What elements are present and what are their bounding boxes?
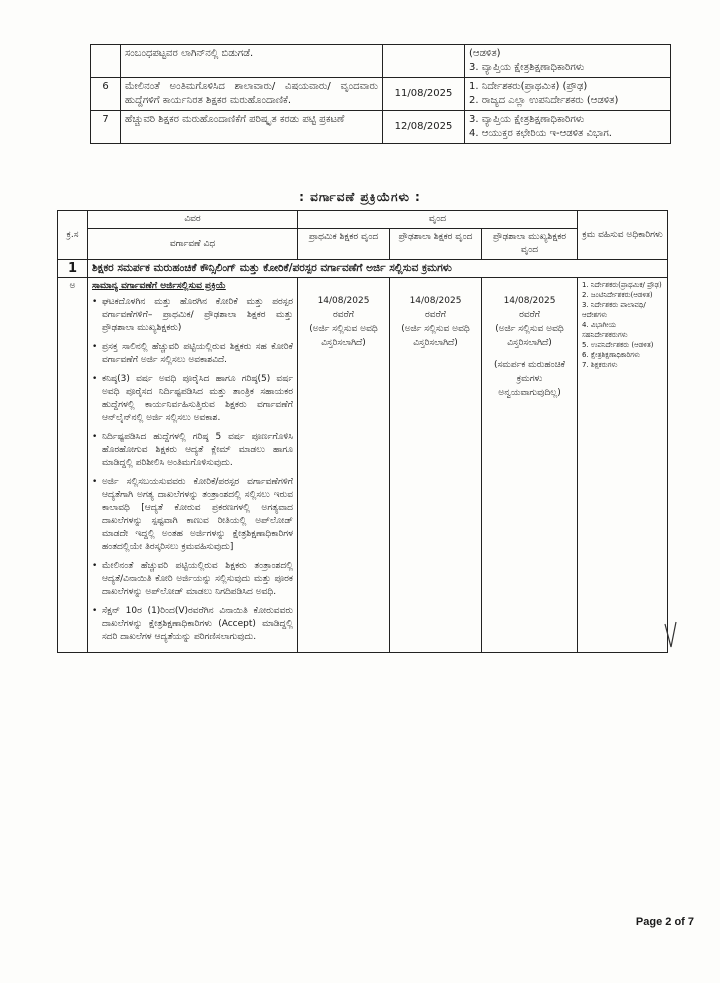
sub-number: ಅ [58, 278, 88, 653]
row-number: 7 [91, 111, 121, 144]
row-date [383, 45, 465, 78]
page-number: Page 2 of 7 [635, 916, 694, 928]
row-number [91, 45, 121, 78]
pen-tick-mark [664, 620, 678, 650]
row-content [88, 278, 298, 653]
list-item: • ಕನಿಷ್ಠ(3) ವರ್ಷ ಅವಧಿ ಪೂರೈಸಿದ ಹಾಗೂ ಗರಿಷ್ಠ(5) ವರ್ಷ ಅವಧಿ ಪೂರೈಸದ ನಿರ್ದಿಷ್ಟಪಡಿಸಿದ ಮತ್ತು ತಾಂತ್ರಿಕ ಸಹಾಯಕರ ಹುದ್ದೆಗಳಲ್ಲಿ ಕಾರ್ಯನಿರ್ವಹಿಸುತ್ತಿರುವ ಶಿಕ್ಷಕರು ವರ್ಗಾವಣೆಗೆ ಆನ್‌ಲೈನ್‌ನಲ್ಲಿ ಅರ್ಜಿ ಸಲ್ಲಿಸಲು ಅವಕಾಶ. [92, 373, 293, 425]
schedule-table-continued [90, 44, 671, 144]
highschool-cadre-cell [390, 278, 482, 653]
row-description: ಮೇಲಿನಂತೆ ಅಂತಿಮಗೊಳಿಸಿದ ಶಾಲಾವಾರು/ ವಿಷಯವಾರು/ ವೃಂದವಾರು ಹುದ್ದೆಗಳಿಗೆ ಕಾರ್ಯನಿರತ ಶಿಕ್ಷಕರ ಮರುಹೊಂದಾಣಿಕೆ. [121, 78, 383, 111]
section-number: 1 [58, 260, 88, 278]
date-note: (ಅರ್ಜಿ ಸಲ್ಲಿಸುವ ಅವಧಿ ವಿಸ್ತರಿಸಲಾಗಿದೆ) [401, 324, 470, 348]
col-details: ವಿವರ [88, 211, 298, 229]
col-highschool: ಪ್ರೌಢಶಾಲಾ ಶಿಕ್ಷಕರ ವೃಂದ [390, 229, 482, 260]
list-item: 4. ವಿಭಾಗೀಯ ಸಹನಿರ್ದೇಶಕರುಗಳು [582, 321, 628, 339]
date-value: 14/08/2025 [409, 296, 462, 306]
authority-line: 3. ವ್ಯಾಪ್ತಿಯ ಕ್ಷೇತ್ರಶಿಕ್ಷಣಾಧಿಕಾರಿಗಳು [469, 62, 585, 73]
list-item: 6. ಕ್ಷೇತ್ರಶಿಕ್ಷಣಾಧಿಕಾರಿಗಳು [582, 351, 641, 359]
date-note: (ಸಮರ್ಪಕ ಮರುಹಂಚಿಕೆ ಕ್ರಮಗಳು ಅನ್ವಯವಾಗುವುದಿಲ್ಲ) [493, 360, 566, 398]
list-item: 2. ಜಂಟಿನಿರ್ದೇಶಕರು(ಆಡಳಿತ) [582, 291, 653, 299]
row-description: ಹೆಚ್ಚುವರಿ ಶಿಕ್ಷಕರ ಮರುಹೊಂದಾಣಿಕೆಗೆ ಪರಿಷ್ಕೃತ ಕರಡು ಪಟ್ಟಿ ಪ್ರಕಟಣೆ [121, 111, 383, 144]
list-item: 1. ನಿರ್ದೇಶಕರು(ಪ್ರಾಥಮಿಕ/ ಪ್ರೌಢ) [582, 281, 662, 289]
authority-cell [578, 278, 668, 653]
table-row [58, 278, 668, 653]
row-authority [465, 78, 671, 111]
primary-cadre-cell [298, 278, 390, 653]
hs-head-cadre-cell [482, 278, 578, 653]
row-description: ಸಂಬಂಧಪಟ್ಟವರ ಲಾಗಿನ್‌ನಲ್ಲಿ ಬಿಡುಗಡೆ. [121, 45, 383, 78]
list-item: • ಅರ್ಜಿ ಸಲ್ಲಿಸಬಯಸುವವರು ಕೋರಿಕೆ/ಪರಸ್ಪರ ವರ್ಗಾವಣೆಗಳಿಗೆ ಆದ್ಯತೆಗಾಗಿ ಅಗತ್ಯ ದಾಖಲೆಗಳನ್ನು ತಂತ್ರಾಂಶದಲ್ಲಿ ಸಲ್ಲಿಸಲು ಇರುವ ಕಾಲಾವಧಿ [ಆದ್ಯತೆ ಕೋರುವ ಪ್ರಕರಣಗಳಲ್ಲಿ ಅಗತ್ಯವಾದ ದಾಖಲೆಗಳನ್ನು ಸ್ಪಷ್ಟವಾಗಿ ಕಾಣುವ ರೀತಿಯಲ್ಲಿ ಅಪ್‌ಲೋಡ್ ಮಾಡದೇ ಇದ್ದಲ್ಲಿ ಅಂತಹ ಅರ್ಜಿಗಳನ್ನು ಕ್ಷೇತ್ರಶಿಕ್ಷಣಾಧಿಕಾರಿಗಳ ಹಂತದಲ್ಲಿಯೇ ತಿರಸ್ಕರಿಸಲು ಕ್ರಮವಹಿಸುವುದು] [92, 476, 293, 554]
authority-line: 2. ರಾಜ್ಯದ ಎಲ್ಲಾ ಉಪನಿರ್ದೇಶಕರು (ಆಡಳಿತ) [469, 95, 619, 106]
authority-line: 3. ವ್ಯಾಪ್ತಿಯ ಕ್ಷೇತ್ರಶಿಕ್ಷಣಾಧಿಕಾರಿಗಳು [469, 114, 585, 125]
list-item: • ನಿರ್ದಿಷ್ಟಪಡಿಸಿದ ಹುದ್ದೆಗಳಲ್ಲಿ ಗರಿಷ್ಠ 5 ವರ್ಷ ಪೂರ್ಣಗೊಳಿಸಿ ಹೊರಹೋಗುವ ಶಿಕ್ಷಕರು ಆದ್ಯತೆ ಕ್ಲೇಮ್ ಮಾಡಲು ಹಾಗೂ ಮಾಡಿದ್ದಲ್ಲಿ ಪರಿಶೀಲಿಸಿ ಅಂತಿಮಗೊಳಿಸುವುದು. [92, 431, 293, 470]
section-title: : ವರ್ಗಾವಣೆ ಪ್ರಕ್ರಿಯೆಗಳು : [299, 190, 421, 204]
header-row [58, 211, 668, 229]
header-row [58, 229, 668, 260]
row-authority [465, 45, 671, 78]
col-serial: ಕ್ರ.ಸ [58, 211, 88, 260]
authority-line: (ಆಡಳಿತ) [469, 48, 501, 59]
date-value: 14/08/2025 [317, 296, 370, 306]
row-date: 12/08/2025 [383, 111, 465, 144]
row-authority [465, 111, 671, 144]
col-primary: ಪ್ರಾಥಮಿಕ ಶಿಕ್ಷಕರ ವೃಂದ [298, 229, 390, 260]
table-row [91, 111, 671, 144]
section-row [58, 260, 668, 278]
list-item: • ಪ್ರಸಕ್ತ ಸಾಲಿನಲ್ಲಿ ಹೆಚ್ಚುವರಿ ಪಟ್ಟಿಯಲ್ಲಿರುವ ಶಿಕ್ಷಕರು ಸಹ ಕೋರಿಕೆ ವರ್ಗಾವಣೆಗೆ ಅರ್ಜಿ ಸಲ್ಲಿಸಲು ಅವಕಾಶವಿದೆ. [92, 341, 293, 367]
col-method: ವರ್ಗಾವಣೆ ವಿಧ [88, 229, 298, 260]
subheading: ಸಾಮಾನ್ಯ ವರ್ಗಾವಣೆಗೆ ಅರ್ಜಿಸಲ್ಲಿಸುವ ಪ್ರಕ್ರಿಯೆ [92, 281, 226, 291]
table-row [91, 45, 671, 78]
list-item: • ಘಟಕದೊಳಗಿನ ಮತ್ತು ಹೊರಗಿನ ಕೋರಿಕೆ ಮತ್ತು ಪರಸ್ಪರ ವರ್ಗಾವಣೆಗಳಿಗೆ– ಪ್ರಾಥಮಿಕ/ ಪ್ರೌಢಶಾಲಾ ಶಿಕ್ಷಕರ ಮತ್ತು ಪ್ರೌಢಶಾಲಾ ಮುಖ್ಯಶಿಕ್ಷಕರು) [92, 296, 293, 335]
col-hs-head: ಪ್ರೌಢಶಾಲಾ ಮುಖ್ಯಶಿಕ್ಷಕರ ವೃಂದ [482, 229, 578, 260]
list-item: 7. ಶಿಕ್ಷಕರುಗಳು [582, 361, 618, 369]
authority-list [582, 280, 663, 370]
date-suffix: ರವರೆಗೆ [333, 310, 354, 320]
date-suffix: ರವರೆಗೆ [519, 310, 540, 320]
list-item: • ಮೇಲಿನಂತೆ ಹೆಚ್ಚುವರಿ ಪಟ್ಟಿಯಲ್ಲಿರುವ ಶಿಕ್ಷಕರು ತಂತ್ರಾಂಶದಲ್ಲಿ ಆದ್ಯತೆ/ವಿನಾಯಿತಿ ಕೋರಿ ಅರ್ಜಿಯನ್ನು ಸಲ್ಲಿಸುವುದು ಮತ್ತು ಪೂರಕ ದಾಖಲೆಗಳನ್ನು ಅಪ್‌ಲೋಡ್ ಮಾಡಲು ನಿಗದಿಪಡಿಸಿದ ಅವಧಿ. [92, 560, 293, 599]
authority-line: 4. ಆಯುಕ್ತರ ಕಛೇರಿಯ ಇ-ಆಡಳಿತ ವಿಭಾಗ. [469, 128, 612, 139]
authority-line: 1. ನಿರ್ದೇಶಕರು(ಪ್ರಾಥಮಿಕ) (ಪ್ರೌಢ) [469, 81, 588, 92]
row-number: 6 [91, 78, 121, 111]
transfer-process-table [57, 210, 668, 653]
date-note: (ಅರ್ಜಿ ಸಲ್ಲಿಸುವ ಅವಧಿ ವಿಸ್ತರಿಸಲಾಗಿದೆ) [495, 324, 564, 348]
table-row [91, 78, 671, 111]
date-value: 14/08/2025 [503, 296, 556, 306]
section-heading: ಶಿಕ್ಷಕರ ಸಮರ್ಪಕ ಮರುಹಂಚಿಕೆ ಕೌನ್ಸಿಲಿಂಗ್ ಮತ್ತು ಕೋರಿಕೆ/ಪರಸ್ಪರ ವರ್ಗಾವಣೆಗೆ ಅರ್ಜಿ ಸಲ್ಲಿಸುವ ಕ್ರಮಗಳು [88, 260, 668, 278]
list-item: 3. ನಿರ್ದೇಶಕರು ಪಾಲಾವಧಿ/ಆದೇಶಗಳು [582, 301, 646, 319]
col-cadre: ವೃಂದ [298, 211, 578, 229]
row-date: 11/08/2025 [383, 78, 465, 111]
list-item: • ಸೆಕ್ಷನ್ 10ರ (1)ರಿಂದ(V)ರವರೆಗಿನ ವಿನಾಯಿತಿ ಕೋರುವವರು ದಾಖಲೆಗಳನ್ನು ಕ್ಷೇತ್ರಶಿಕ್ಷಣಾಧಿಕಾರಿಗಳು (Accept) ಮಾಡಿದ್ದಲ್ಲಿ ಸದರಿ ದಾಖಲೆಗಳ ಆದ್ಯತೆಯನ್ನು ಪರಿಗಣಿಸಲಾಗುವುದು. [92, 605, 293, 644]
bullet-list [92, 296, 293, 644]
date-note: (ಅರ್ಜಿ ಸಲ್ಲಿಸುವ ಅವಧಿ ವಿಸ್ತರಿಸಲಾಗಿದೆ) [309, 324, 378, 348]
date-suffix: ರವರೆಗೆ [425, 310, 446, 320]
list-item: 5. ಉಪನಿರ್ದೇಶಕರು (ಆಡಳಿತ) [582, 341, 654, 349]
col-authority: ಕ್ರಮ ವಹಿಸುವ ಅಧಿಕಾರಿಗಳು [578, 211, 668, 260]
